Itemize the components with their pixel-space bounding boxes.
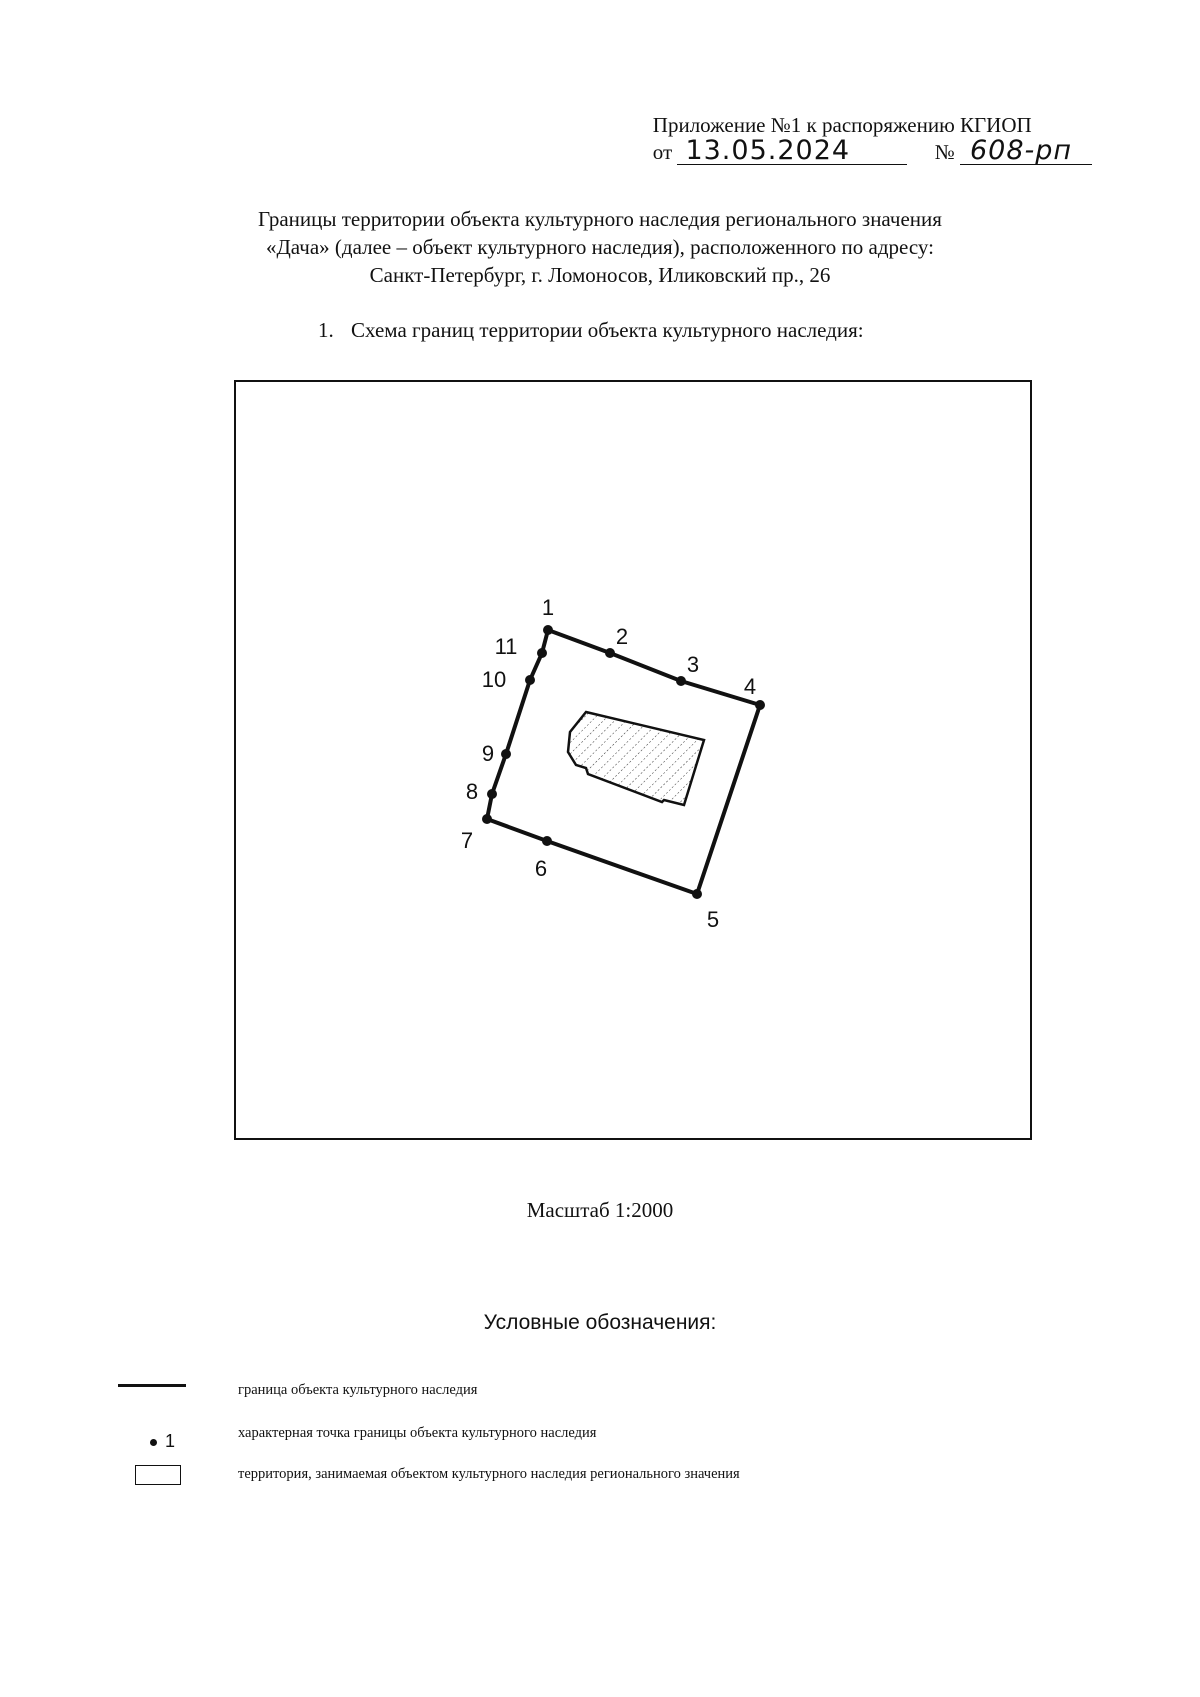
boundary-point-label-5: 5 bbox=[706, 907, 720, 932]
boundary-point-label-2: 2 bbox=[615, 624, 629, 649]
title-line-1: Границы территории объекта культурного наследия регионального значения bbox=[258, 207, 942, 231]
legend-point-number: 1 bbox=[165, 1431, 176, 1451]
date-prefix: от bbox=[652, 140, 673, 164]
boundary-point-8 bbox=[487, 789, 497, 799]
boundary-point-label-6: 6 bbox=[534, 856, 548, 881]
order-number: 608-рп bbox=[960, 138, 1092, 165]
legend-boundary-symbol bbox=[118, 1384, 186, 1387]
scale-label: Масштаб 1:2000 bbox=[526, 1198, 674, 1222]
boundary-point-label-11: 11 bbox=[494, 634, 518, 659]
point-marker-icon bbox=[150, 1439, 157, 1446]
legend-territory-symbol bbox=[135, 1465, 181, 1485]
legend-point-text: характерная точка границы объекта культурного наследия bbox=[238, 1425, 597, 1441]
section-number: 1. bbox=[318, 318, 334, 342]
legend-title: Условные обозначения: bbox=[483, 1311, 717, 1334]
boundary-point-label-3: 3 bbox=[686, 652, 700, 677]
boundary-point-5 bbox=[692, 889, 702, 899]
boundary-point-4 bbox=[755, 700, 765, 710]
boundary-point-10 bbox=[525, 675, 535, 685]
boundary-point-6 bbox=[542, 836, 552, 846]
boundary-point-label-10: 10 bbox=[481, 667, 507, 692]
legend-boundary-text: граница объекта культурного наследия bbox=[238, 1382, 478, 1398]
section-text: Схема границ территории объекта культурного наследия: bbox=[351, 318, 864, 342]
legend-point-symbol bbox=[150, 1431, 175, 1452]
boundary-point-label-7: 7 bbox=[460, 828, 474, 853]
appendix-line: Приложение №1 к распоряжению КГИОП bbox=[652, 113, 1032, 137]
boundary-point-label-1: 1 bbox=[541, 595, 555, 620]
boundary-point-11 bbox=[537, 648, 547, 658]
title-line-3: Санкт-Петербург, г. Ломоносов, Иликовский пр., 26 bbox=[369, 263, 831, 287]
boundary-point-3 bbox=[676, 676, 686, 686]
order-date: 13.05.2024 bbox=[677, 138, 907, 165]
heritage-building bbox=[568, 712, 704, 805]
boundary-point-label-9: 9 bbox=[481, 741, 495, 766]
boundary-point-7 bbox=[482, 814, 492, 824]
legend-territory-text: территория, занимаемая объектом культурного наследия регионального значения bbox=[238, 1466, 740, 1482]
boundary-point-label-4: 4 bbox=[743, 674, 757, 699]
boundary-point-1 bbox=[543, 625, 553, 635]
boundary-point-2 bbox=[605, 648, 615, 658]
boundary-point-9 bbox=[501, 749, 511, 759]
number-prefix: № bbox=[934, 140, 955, 164]
boundary-point-label-8: 8 bbox=[465, 779, 479, 804]
title-line-2: «Дача» (далее – объект культурного наследия), расположенного по адресу: bbox=[265, 235, 934, 259]
